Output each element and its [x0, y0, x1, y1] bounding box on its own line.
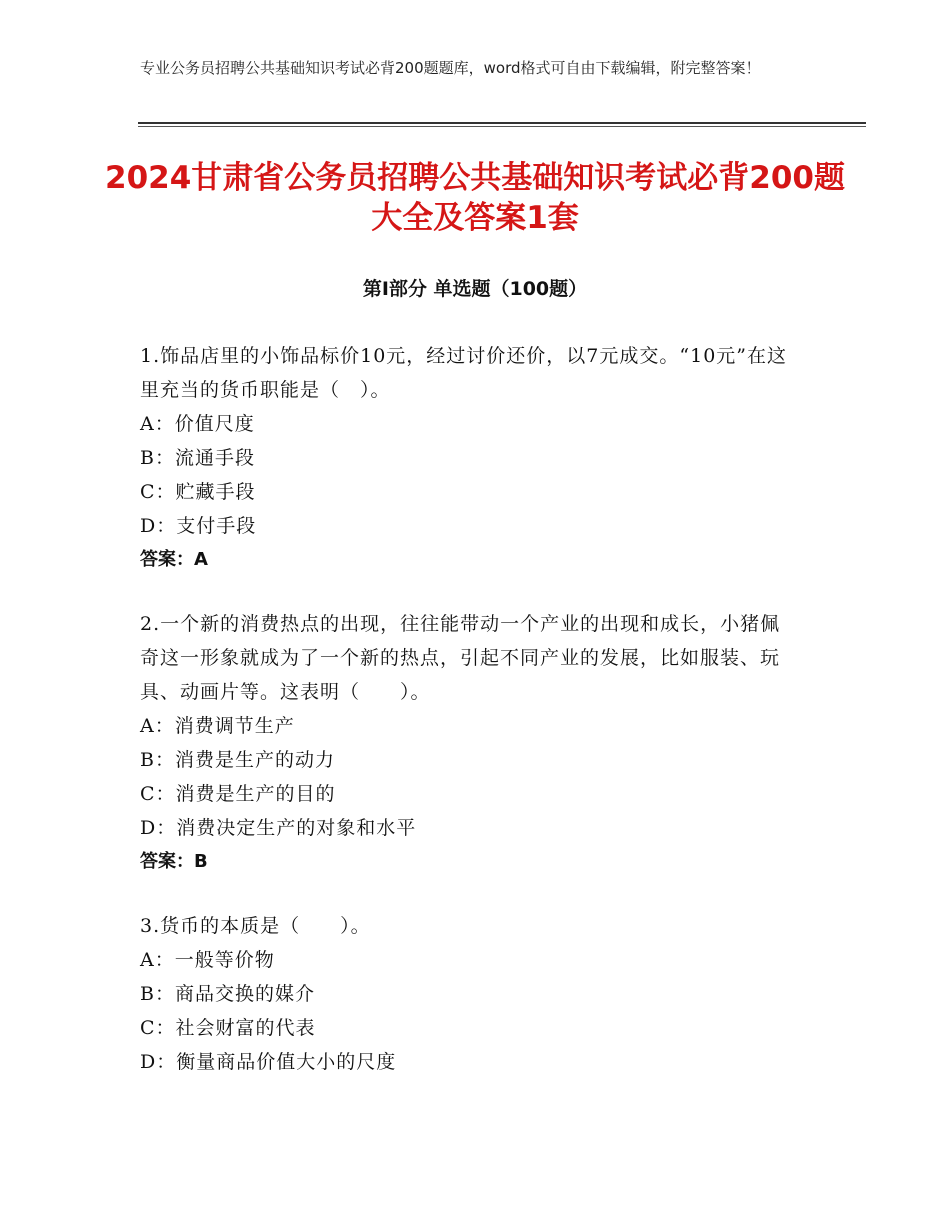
- question-stem: 1.饰品店里的小饰品标价10元，经过讨价还价，以7元成交。“10元”在这里充当的货币职能是（ ）。: [140, 345, 787, 401]
- option-b: B：流通手段: [140, 447, 255, 469]
- option-b: B：消费是生产的动力: [140, 749, 335, 771]
- option-c: C：消费是生产的目的: [140, 783, 336, 805]
- answer-line: 答案：A: [140, 549, 208, 570]
- option-c: C：社会财富的代表: [140, 1017, 316, 1039]
- option-a: A：价值尺度: [140, 413, 255, 435]
- question-list: [140, 339, 800, 1109]
- answer-line: 答案：B: [140, 851, 208, 872]
- option-d: D：支付手段: [140, 515, 257, 537]
- question-stem: 2.一个新的消费热点的出现，往往能带动一个产业的出现和成长，小猪佩奇这一形象就成为了一个新的热点，引起不同产业的发展，比如服装、玩具、动画片等。这表明（ ）。: [140, 613, 781, 703]
- option-c: C：贮藏手段: [140, 481, 256, 503]
- option-b: B：商品交换的媒介: [140, 983, 315, 1005]
- document-title: 2024甘肃省公务员招聘公共基础知识考试必背200题大全及答案1套: [105, 160, 845, 236]
- header-rule-thin: [138, 126, 866, 127]
- question-2: [140, 607, 800, 879]
- header-rule-thick: [138, 122, 866, 124]
- question-1: [140, 339, 800, 577]
- question-stem: 3.货币的本质是（ ）。: [140, 915, 371, 937]
- option-d: D：衡量商品价值大小的尺度: [140, 1051, 397, 1073]
- option-d: D：消费决定生产的对象和水平: [140, 817, 417, 839]
- option-a: A：一般等价物: [140, 949, 275, 971]
- header-note: 专业公务员招聘公共基础知识考试必背200题题库，word格式可自由下载编辑，附完整答案！: [140, 59, 761, 77]
- question-3: [140, 909, 800, 1079]
- section-heading: 第Ⅰ部分 单选题（100题）: [362, 278, 588, 300]
- option-a: A：消费调节生产: [140, 715, 295, 737]
